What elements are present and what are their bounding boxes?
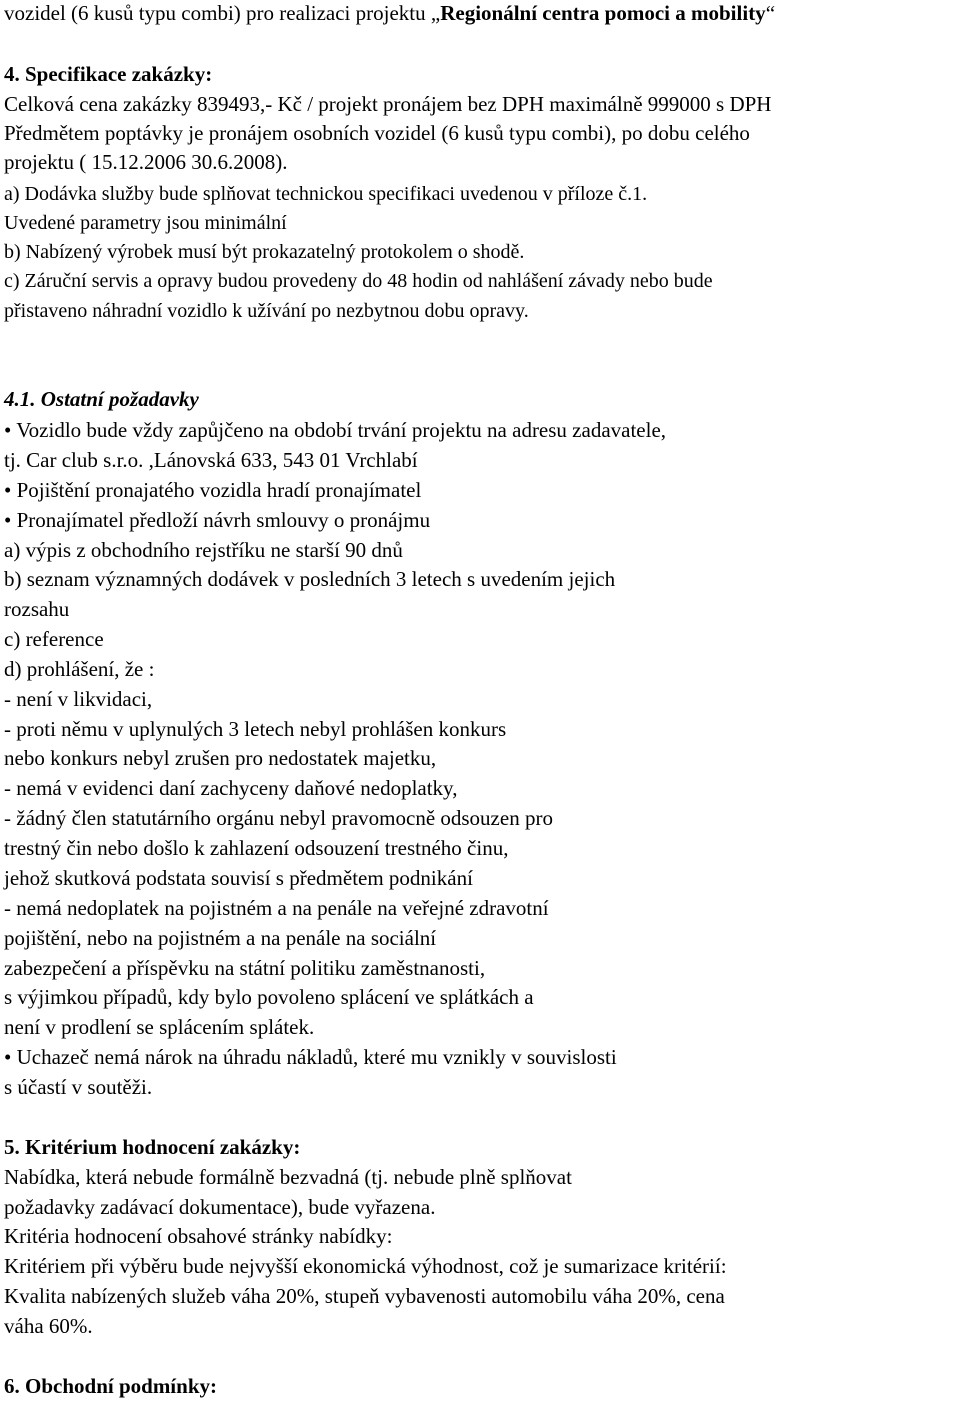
- text-line-14: • Pojištění pronajatého vozidla hradí pronajímatel: [4, 478, 422, 502]
- text-line-16: a) výpis z obchodního rejstříku ne starší 90 dnů: [4, 538, 403, 562]
- text-line-27: jehož skutková podstata souvisí s předmětem podnikání: [4, 866, 473, 890]
- text-line-31: s výjimkou případů, kdy bylo povoleno splácení ve splátkách a: [4, 985, 534, 1009]
- text-line-5: projektu ( 15.12.2006 30.6.2008).: [4, 150, 288, 174]
- subsection-heading-4-1: 4.1. Ostatní požadavky: [4, 387, 199, 411]
- text-line-33: • Uchazeč nemá nárok na úhradu nákladů, které mu vznikly v souvislosti: [4, 1045, 617, 1069]
- text-line-32: není v prodlení se splácením splátek.: [4, 1015, 315, 1039]
- text-line-23: nebo konkurs nebyl zrušen pro nedostatek majetku,: [4, 746, 437, 770]
- text-line-13: tj. Car club s.r.o. ,Lánovská 633, 543 01 Vrchlabí: [4, 448, 418, 472]
- text-line-34: s účastí v soutěži.: [4, 1075, 153, 1099]
- text-line-29: pojištění, nebo na pojistném a na penále na sociální: [4, 926, 437, 950]
- text-line-37: požadavky zadávací dokumentace), bude vyřazena.: [4, 1195, 436, 1219]
- text-line-9: c) Záruční servis a opravy budou provedeny do 48 hodin od nahlášení závady nebo bude: [4, 270, 713, 292]
- text-line-25: - žádný člen statutárního orgánu nebyl pravomocně odsouzen pro: [4, 806, 553, 830]
- text-line-38: Kritéria hodnocení obsahové stránky nabídky:: [4, 1224, 393, 1248]
- text-line-26: trestný čin nebo došlo k zahlazení odsouzení trestného činu,: [4, 836, 509, 860]
- section-heading-5: 5. Kritérium hodnocení zakázky:: [4, 1135, 301, 1159]
- text-line-41: váha 60%.: [4, 1314, 93, 1338]
- text-line-10: přistaveno náhradní vozidlo k užívání po nezbytnou dobu opravy.: [4, 300, 529, 322]
- text-line-3: Celková cena zakázky 839493,- Kč / projekt pronájem bez DPH maximálně 999000 s DPH: [4, 92, 772, 116]
- text-line-18: rozsahu: [4, 597, 70, 621]
- text-line-36: Nabídka, která nebude formálně bezvadná (tj. nebude plně splňovat: [4, 1165, 572, 1189]
- text-line-21: - není v likvidaci,: [4, 687, 153, 711]
- text-line-1: vozidel (6 kusů typu combi) pro realizaci projektu „Regionální centra pomoci a mobility“: [4, 1, 776, 25]
- text-line-28: - nemá nedoplatek na pojistném a na penále na veřejné zdravotní: [4, 896, 549, 920]
- text-line-40: Kvalita nabízených služeb váha 20%, stupeň vybavenosti automobilu váha 20%, cena: [4, 1284, 725, 1308]
- text-line-39: Kritériem při výběru bude nejvyšší ekonomická výhodnost, což je sumarizace kritérií:: [4, 1254, 727, 1278]
- text-line-6: a) Dodávka služby bude splňovat technickou specifikaci uvedenou v příloze č.1.: [4, 183, 648, 205]
- text-line-22: - proti němu v uplynulých 3 letech nebyl prohlášen konkurs: [4, 717, 507, 741]
- section-heading-4: 4. Specifikace zakázky:: [4, 62, 213, 86]
- text-line-4: Předmětem poptávky je pronájem osobních vozidel (6 kusů typu combi), po dobu celého: [4, 121, 750, 145]
- text-line-12: • Vozidlo bude vždy zapůjčeno na období trvání projektu na adresu zadavatele,: [4, 418, 667, 442]
- text-line-15: • Pronajímatel předloží návrh smlouvy o pronájmu: [4, 508, 431, 532]
- text-line-24: - nemá v evidenci daní zachyceny daňové nedoplatky,: [4, 776, 458, 800]
- text-line-20: d) prohlášení, že :: [4, 657, 155, 681]
- text-line-7: Uvedené parametry jsou minimální: [4, 212, 287, 234]
- section-heading-6: 6. Obchodní podmínky:: [4, 1374, 217, 1398]
- text-line-17: b) seznam významných dodávek v posledních 3 letech s uvedením jejich: [4, 567, 616, 591]
- text-line-19: c) reference: [4, 627, 104, 651]
- text-line-8: b) Nabízený výrobek musí být prokazatelný protokolem o shodě.: [4, 241, 525, 263]
- text-line-30: zabezpečení a příspěvku na státní politiku zaměstnanosti,: [4, 956, 486, 980]
